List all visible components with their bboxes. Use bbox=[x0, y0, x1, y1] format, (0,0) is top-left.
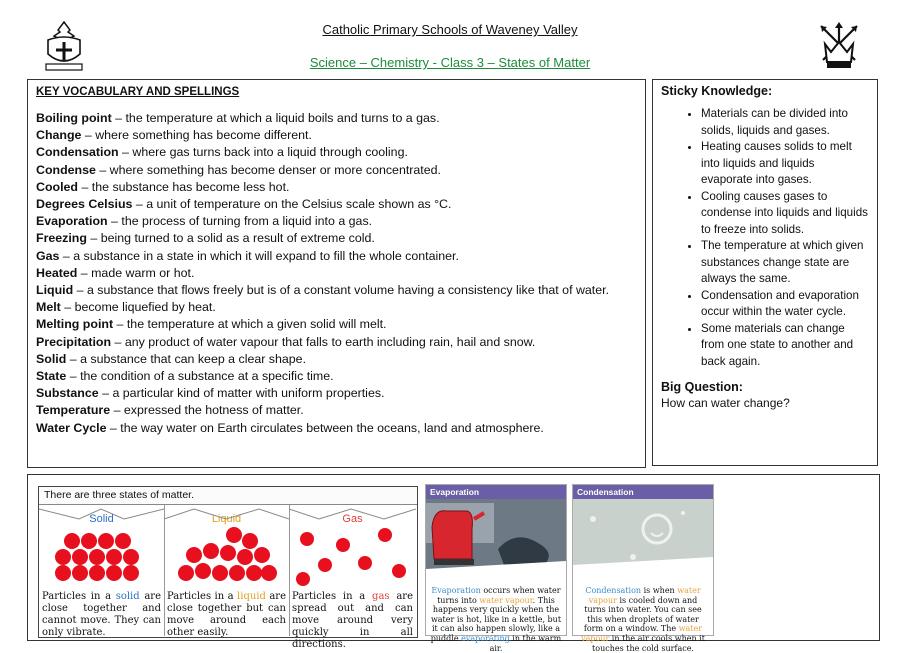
liquid-particles-image bbox=[164, 505, 289, 591]
vocabulary-box bbox=[27, 79, 646, 468]
kettle-and-puddle-image bbox=[426, 499, 566, 577]
vocabulary-definition: – any product of water vapour that falls to earth including rain, hail and snow. bbox=[111, 334, 536, 349]
vocabulary-term: Evaporation bbox=[36, 214, 108, 229]
vocabulary-entry bbox=[36, 110, 637, 127]
solid-column bbox=[39, 505, 165, 636]
vocabulary-definition: – the substance has become less hot. bbox=[78, 179, 290, 194]
vocabulary-entry bbox=[36, 265, 637, 282]
vocabulary-definition: – the temperature at which a liquid boils and turns to a gas. bbox=[111, 111, 440, 125]
subject-title: Science – Chemistry - Class 3 – States of Matter bbox=[309, 55, 591, 70]
liquid-description: Particles in a liquid are close together but can move around each other easily. bbox=[167, 591, 286, 638]
vocabulary-term: Solid bbox=[36, 351, 67, 366]
vocabulary-entry bbox=[36, 213, 637, 230]
states-of-matter-diagram bbox=[38, 486, 418, 650]
vocabulary-entry bbox=[36, 420, 637, 437]
big-question-text: How can water change? bbox=[661, 396, 790, 410]
misty-window-image bbox=[573, 499, 713, 577]
sticky-knowledge-item: • Some materials can change from one state to another and back again. bbox=[701, 321, 869, 371]
condensation-panel bbox=[572, 484, 714, 653]
evaporation-title: Evaporation bbox=[426, 485, 566, 499]
vocabulary-term: Precipitation bbox=[36, 334, 112, 349]
vocabulary-entry bbox=[36, 179, 637, 196]
vocabulary-term: Melt bbox=[36, 300, 61, 315]
school-title: Catholic Primary Schools of Waveney Valley bbox=[322, 22, 578, 37]
vocabulary-entry bbox=[36, 351, 637, 368]
solid-description: Particles in a solid are close together and cannot move. They can only vibrate. bbox=[42, 591, 161, 638]
sticky-knowledge-item: • Condensation and evaporation occur within the water cycle. bbox=[701, 288, 869, 321]
vocabulary-definition: – where something has become denser or more concentrated. bbox=[95, 162, 441, 177]
vocabulary-definition: – a substance in a state in which it will expand to fill the whole container. bbox=[59, 248, 459, 263]
vocabulary-definition: – the way water on Earth circulates between the oceans, land and atmosphere. bbox=[106, 420, 544, 435]
vocabulary-term: Condensation bbox=[36, 145, 119, 160]
sticky-knowledge-item: • Heating causes solids to melt into liquids and liquids evaporate into gases. bbox=[701, 139, 869, 189]
vocabulary-definition: – where something has become different. bbox=[81, 128, 312, 143]
sticky-knowledge-list bbox=[661, 106, 869, 370]
gas-particles-image bbox=[289, 505, 416, 591]
vocabulary-definition: – a unit of temperature on the Celsius scale shown as °C. bbox=[132, 197, 452, 212]
gas-column bbox=[289, 505, 416, 650]
states-intro: There are three states of matter. bbox=[39, 487, 417, 505]
vocabulary-term: Liquid bbox=[36, 283, 74, 298]
solid-particles-image bbox=[39, 505, 164, 591]
vocabulary-entry bbox=[36, 334, 637, 351]
sticky-knowledge-item: • Materials can be divided into solids, liquids and gases. bbox=[701, 106, 869, 139]
vocabulary-entry bbox=[36, 299, 637, 316]
liquid-column bbox=[164, 505, 290, 636]
solid-label: Solid bbox=[89, 513, 114, 525]
vocabulary-entry bbox=[36, 144, 637, 161]
vocabulary-term: State bbox=[36, 369, 67, 384]
condensation-title: Condensation bbox=[573, 485, 713, 499]
vocabulary-term: Degrees Celsius bbox=[36, 197, 133, 212]
vocabulary-term: Melting point bbox=[36, 317, 114, 332]
sticky-knowledge-item: • The temperature at which given substances change state are always the same. bbox=[701, 238, 869, 288]
vocabulary-term: Gas bbox=[36, 248, 60, 263]
liquid-label: Liquid bbox=[211, 513, 242, 525]
vocabulary-definition: – the temperature at which a given solid will melt. bbox=[113, 317, 387, 332]
vocabulary-term: Water Cycle bbox=[36, 420, 107, 435]
vocabulary-definition: – a substance that flows freely but is of a constant volume having a consistency like that of water. bbox=[73, 283, 610, 298]
vocabulary-definition: – expressed the hotness of matter. bbox=[110, 403, 304, 418]
vocabulary-entry bbox=[36, 316, 637, 333]
vocabulary-entry bbox=[36, 162, 637, 179]
big-question-heading: Big Question: bbox=[661, 380, 743, 394]
vocabulary-entry bbox=[36, 230, 637, 247]
vocabulary-entry bbox=[36, 196, 637, 213]
vocabulary-definition: – the process of turning from a liquid into a gas. bbox=[107, 214, 373, 229]
vocabulary-term: Boiling point bbox=[36, 111, 112, 125]
vocabulary-term: Temperature bbox=[36, 403, 111, 418]
vocabulary-entry bbox=[36, 368, 637, 385]
vocabulary-term: Heated bbox=[36, 265, 78, 280]
vocabulary-definition: – become liquefied by heat. bbox=[60, 300, 216, 315]
vocabulary-definition: – a particular kind of matter with uniform properties. bbox=[98, 386, 385, 401]
evaporation-text: Evaporation occurs when water turns into water vapour. This happens very quickly when the water is hot, like in a kettle, but it can also happen slowly, like a puddle evaporating in the warm air. bbox=[430, 586, 562, 653]
vocabulary-heading: KEY VOCABULARY AND SPELLINGS bbox=[36, 86, 240, 98]
sticky-knowledge-item: • Cooling causes gases to condense into liquids and liquids to freeze into solids. bbox=[701, 189, 869, 239]
gas-label: Gas bbox=[342, 513, 363, 525]
vocabulary-definition: – the condition of a substance at a specific time. bbox=[66, 369, 334, 384]
sticky-knowledge-box bbox=[652, 79, 878, 466]
vocabulary-term: Change bbox=[36, 128, 82, 143]
gas-description: Particles in a gas are spread out and can move around very quickly in all directions. bbox=[292, 591, 413, 650]
vocabulary-definition: – being turned to a solid as a result of extreme cold. bbox=[86, 231, 375, 246]
vocabulary-definition: – a substance that can keep a clear shape. bbox=[66, 351, 307, 366]
vocabulary-entry bbox=[36, 127, 637, 144]
sticky-knowledge-heading: Sticky Knowledge: bbox=[661, 84, 773, 98]
vocabulary-term: Condense bbox=[36, 162, 96, 177]
condensation-text: Condensation is when water vapour is cooled down and turns into water. You can see this when droplets of water form on a window. The water vapour in the air cools when it touches the cold surface. bbox=[581, 586, 705, 653]
vocabulary-entry bbox=[36, 248, 637, 265]
vocabulary-entry bbox=[36, 402, 637, 419]
vocabulary-list bbox=[36, 110, 637, 437]
vocabulary-term: Substance bbox=[36, 386, 99, 401]
vocabulary-term: Cooled bbox=[36, 179, 78, 194]
vocabulary-entry bbox=[36, 282, 637, 299]
vocabulary-term: Freezing bbox=[36, 231, 87, 246]
vocabulary-definition: – where gas turns back into a liquid through cooling. bbox=[118, 145, 408, 160]
evaporation-panel bbox=[425, 484, 567, 653]
vocabulary-definition: – made warm or hot. bbox=[77, 265, 195, 280]
vocabulary-entry bbox=[36, 385, 637, 402]
